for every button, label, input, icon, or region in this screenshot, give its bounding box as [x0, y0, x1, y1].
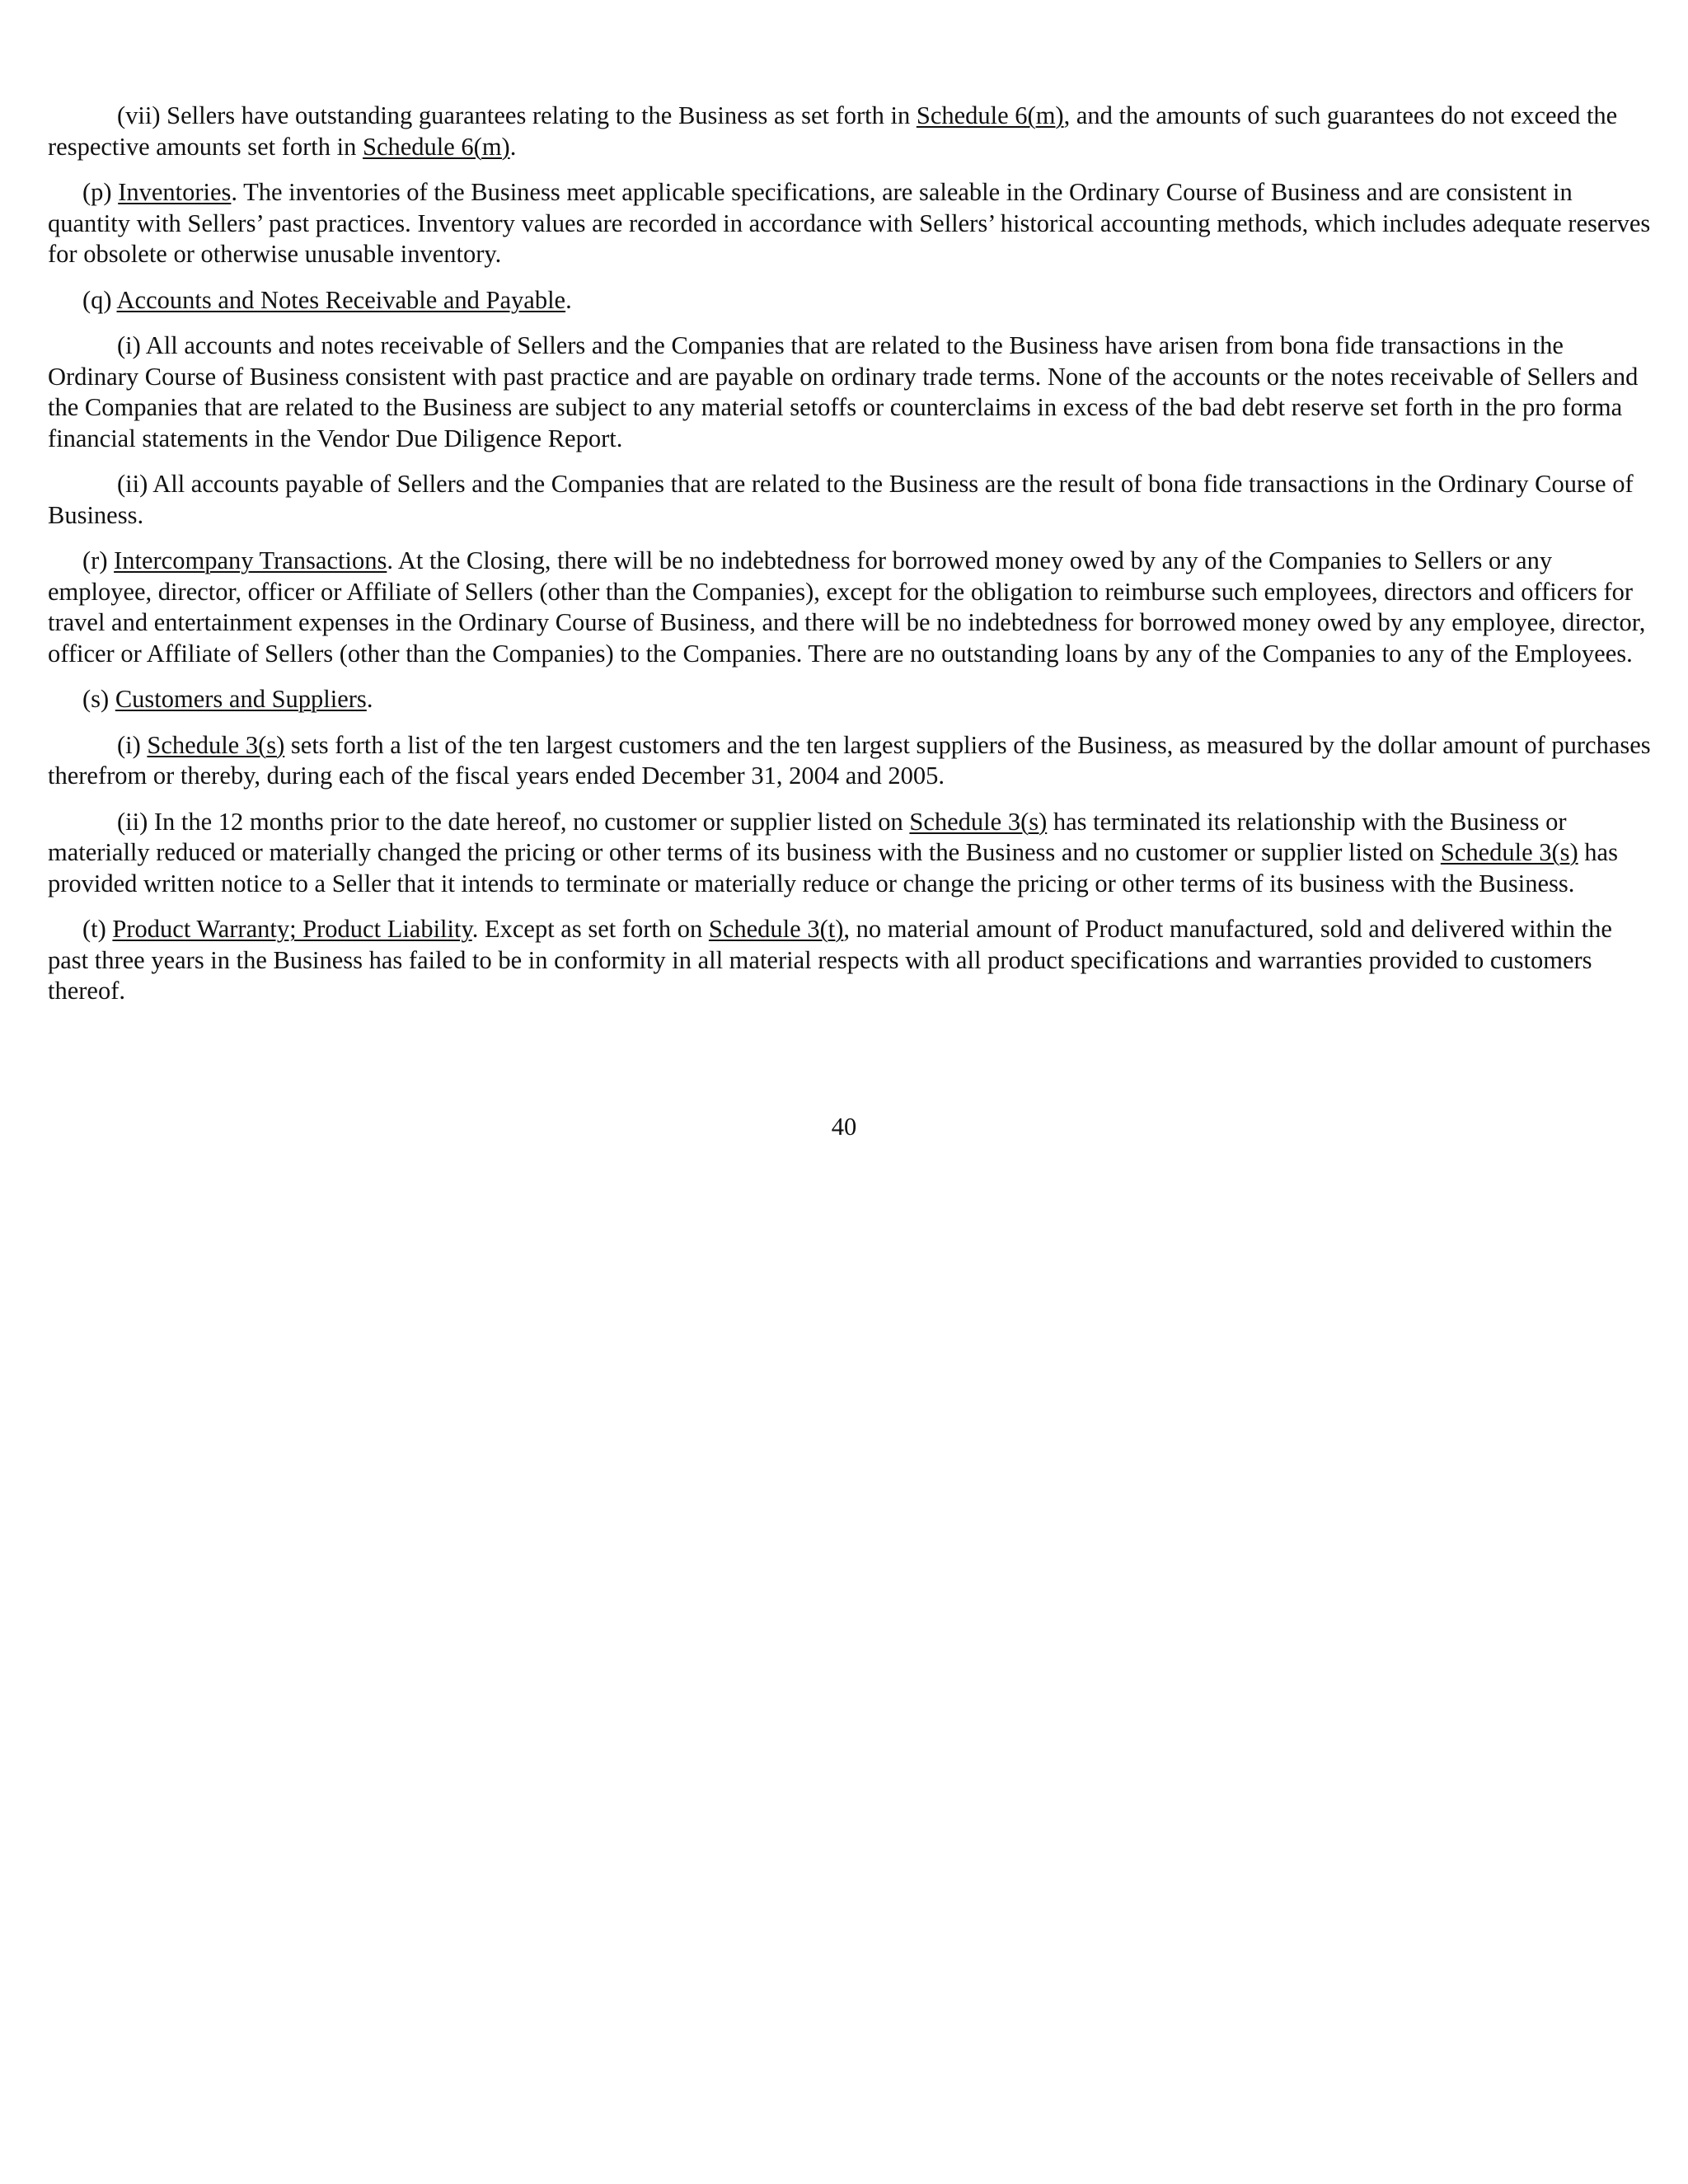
text-run: has provided written notice to a Seller that it intends to terminate or materially reduce or change the pricing or other terms of its business with the Business.: [48, 838, 1618, 898]
underlined-reference: Accounts and Notes Receivable and Payable: [116, 285, 566, 314]
underlined-reference: Intercompany Transactions: [114, 546, 387, 574]
underlined-reference: Schedule 3(t): [708, 915, 844, 943]
text-run: sets forth a list of the ten largest customers and the ten largest suppliers of the Business, as measured by the dollar amount of purchases therefrom or thereby, during each of the fiscal years ended December 31, 2004 and 2005.: [48, 730, 1651, 790]
paragraph-s: [48, 684, 1655, 715]
underlined-reference: Schedule 6(m): [916, 101, 1064, 129]
text-run: . Except as set forth on: [471, 915, 709, 943]
text-run: (p): [82, 178, 119, 206]
underlined-reference: Schedule 3(s): [909, 807, 1048, 836]
paragraph-p: [48, 177, 1655, 270]
underlined-reference: Schedule 3(s): [1440, 838, 1578, 866]
underlined-reference: Schedule 3(s): [147, 730, 285, 759]
text-run: (ii) In the 12 months prior to the date hereof, no customer or supplier listed on: [117, 807, 910, 836]
text-run: (ii) All accounts payable of Sellers and the Companies that are related to the Business are the result of bona fide transactions in the Ordinary Course of Business.: [48, 470, 1634, 529]
text-run: has terminated its relationship with the Business or materially reduced or materially changed the pricing or other terms of its business with the Business and no customer or supplier listed on: [48, 807, 1567, 866]
paragraph-vii: [48, 101, 1655, 162]
text-run: . The inventories of the Business meet applicable specifications, are saleable in the Ordinary Course of Business and are consistent in quantity with Sellers’ past practices. Inventory values are recorded in accordance with Sellers’ historical accounting methods, which includes adequate reserves for obsolete or otherwise unusable inventory.: [48, 178, 1651, 268]
text-run: (t): [82, 915, 113, 943]
text-run: , and the amounts of such guarantees do not exceed the respective amounts set forth in: [48, 101, 1618, 161]
text-run: (i) All accounts and notes receivable of Sellers and the Companies that are related to the Business have arisen from bona fide transactions in the Ordinary Course of Business consistent with past practice and are payable on ordinary trade terms. None of the accounts or the notes receivable of Sellers and the Companies that are related to the Business are subject to any material setoffs or counterclaims in excess of the bad debt reserve set forth in the pro forma financial statements in the Vendor Due Diligence Report.: [48, 331, 1639, 452]
text-run: (s): [82, 685, 115, 713]
paragraph-r: [48, 546, 1655, 669]
underlined-reference: Inventories: [118, 178, 232, 206]
text-run: (r): [82, 546, 115, 574]
page-number: 40: [831, 1113, 857, 1141]
text-run: .: [509, 132, 517, 161]
text-run: .: [565, 285, 572, 314]
paragraph-q: [48, 285, 1655, 316]
document-body: [48, 101, 1655, 1022]
text-run: . At the Closing, there will be no indebtedness for borrowed money owed by any of the Companies to Sellers or any employee, director, officer or Affiliate of Sellers (other than the Companies), except for the obligation to reimburse such employees, directors and officers for travel and entertainment expenses in the Ordinary Course of Business, and there will be no indebtedness for borrowed money owed by any employee, director, officer or Affiliate of Sellers (other than the Companies) to the Companies. There are no outstanding loans by any of the Companies to any of the Employees.: [48, 546, 1646, 668]
text-run: .: [366, 685, 373, 713]
text-run: (q): [82, 285, 117, 314]
underlined-reference: Customers and Suppliers: [115, 685, 367, 713]
text-run: (i): [117, 730, 148, 759]
paragraph-q-i: [48, 330, 1655, 454]
text-run: , no material amount of Product manufactured, sold and delivered within the past three years in the Business has failed to be in conformity in all material respects with all product specifications and warranties provided to customers thereof.: [48, 915, 1612, 1005]
underlined-reference: Product Warranty; Product Liability: [112, 915, 472, 943]
text-run: (vii) Sellers have outstanding guarantees relating to the Business as set forth in: [117, 101, 917, 129]
paragraph-q-ii: [48, 469, 1655, 531]
underlined-reference: Schedule 6(m): [363, 132, 510, 161]
paragraph-s-ii: [48, 807, 1655, 900]
paragraph-s-i: [48, 730, 1655, 792]
paragraph-t: [48, 914, 1655, 1007]
